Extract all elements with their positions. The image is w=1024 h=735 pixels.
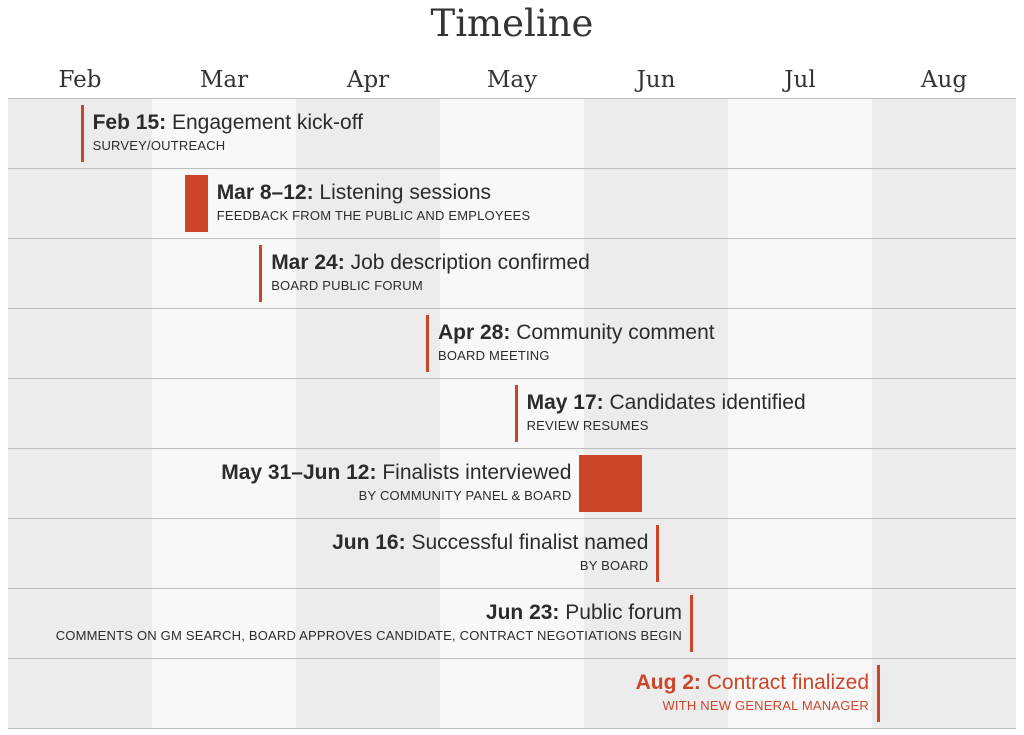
- event-label: [332, 530, 648, 575]
- row-divider: [8, 378, 1016, 379]
- row-divider: [8, 448, 1016, 449]
- event-detail: BOARD MEETING: [438, 348, 550, 363]
- row-divider: [8, 238, 1016, 239]
- event-description: Job description confirmed: [350, 251, 590, 274]
- row-divider: [8, 518, 1016, 519]
- row-divider: [8, 308, 1016, 309]
- month-band: [872, 98, 1016, 728]
- row-divider: [8, 168, 1016, 169]
- event-heading: [56, 600, 682, 626]
- event-description: Successful finalist named: [411, 531, 649, 554]
- event-marker: [81, 105, 84, 162]
- event-label: [56, 600, 682, 645]
- month-label: Aug: [920, 67, 968, 93]
- event-heading: [527, 390, 806, 416]
- event-label: [217, 180, 531, 225]
- event-heading: [438, 320, 715, 346]
- row-divider: [8, 728, 1016, 729]
- month-axis: [8, 62, 1016, 98]
- event-marker: [579, 455, 641, 512]
- row-divider: [8, 98, 1016, 99]
- event-heading: [217, 180, 531, 206]
- event-label: [221, 460, 571, 505]
- event-detail: REVIEW RESUMES: [526, 418, 649, 433]
- event-date: Jun 23:: [485, 601, 560, 624]
- row-divider: [8, 588, 1016, 589]
- event-heading: [332, 530, 648, 556]
- event-label: [271, 250, 590, 295]
- event-date: May 17:: [526, 391, 604, 414]
- event-date: Apr 28:: [438, 321, 511, 344]
- event-date: Aug 2:: [635, 671, 701, 694]
- event-detail: BY BOARD: [579, 558, 649, 573]
- event-marker: [426, 315, 429, 372]
- month-label: Feb: [58, 67, 102, 93]
- event-description: Finalists interviewed: [382, 461, 572, 484]
- event-heading: [636, 670, 869, 696]
- event-detail: SURVEY/OUTREACH: [92, 138, 226, 153]
- row-divider: [8, 658, 1016, 659]
- timeline-chart: [8, 98, 1016, 728]
- event-date: Mar 8–12:: [216, 181, 314, 204]
- event-date: Feb 15:: [92, 111, 167, 134]
- timeline-title: Timeline: [430, 2, 594, 45]
- event-description: Community comment: [516, 321, 715, 344]
- event-detail: BY COMMUNITY PANEL & BOARD: [358, 488, 572, 503]
- event-label: [636, 670, 869, 715]
- event-marker: [877, 665, 880, 722]
- event-description: Public forum: [565, 601, 682, 624]
- month-label: Mar: [199, 67, 249, 93]
- event-label: [527, 390, 806, 435]
- month-label: May: [486, 67, 538, 93]
- event-detail: BOARD PUBLIC FORUM: [271, 278, 423, 293]
- event-heading: [93, 110, 363, 136]
- event-label: [438, 320, 715, 365]
- event-date: May 31–Jun 12:: [221, 461, 377, 484]
- event-description: Contract finalized: [706, 671, 869, 694]
- event-description: Engagement kick-off: [171, 111, 364, 134]
- event-detail: FEEDBACK FROM THE PUBLIC AND EMPLOYEES: [216, 208, 531, 223]
- event-label: [93, 110, 363, 155]
- event-date: Jun 16:: [332, 531, 406, 554]
- event-description: Listening sessions: [319, 181, 492, 204]
- event-marker: [656, 525, 659, 582]
- event-heading: [221, 460, 571, 486]
- event-marker: [185, 175, 208, 232]
- event-detail: COMMENTS ON GM SEARCH, BOARD APPROVES CANDIDATE, CONTRACT NEGOTIATIONS BEGIN: [55, 628, 682, 643]
- event-marker: [259, 245, 262, 302]
- month-label: Jun: [636, 67, 676, 93]
- event-date: Mar 24:: [271, 251, 345, 274]
- event-marker: [690, 595, 693, 652]
- event-heading: [271, 250, 590, 276]
- event-description: Candidates identified: [609, 391, 806, 414]
- month-label: Apr: [346, 67, 390, 93]
- month-label: Jul: [784, 67, 816, 93]
- event-marker: [515, 385, 518, 442]
- event-detail: WITH NEW GENERAL MANAGER: [662, 698, 869, 713]
